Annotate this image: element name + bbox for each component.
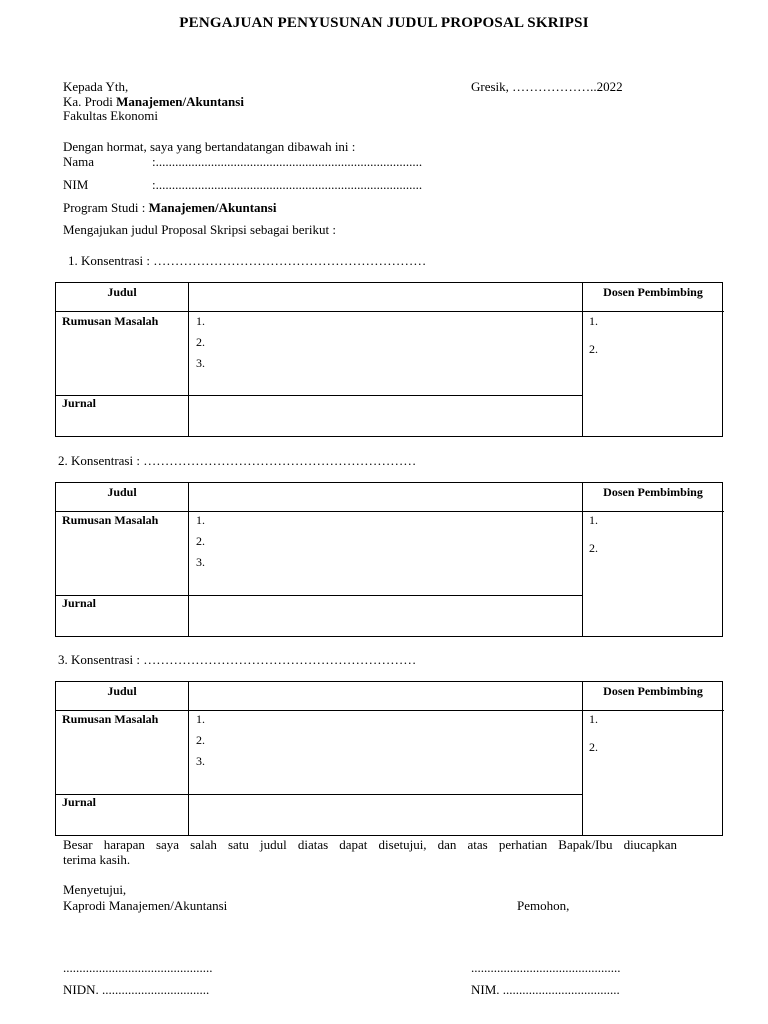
nim-signature-field[interactable]: NIM. ....................................	[471, 982, 620, 997]
rumusan-item-2[interactable]: 2.	[196, 733, 205, 747]
jurnal-field[interactable]	[189, 396, 581, 436]
request-line: Mengajukan judul Proposal Skripsi sebagai berikut :	[63, 222, 336, 237]
applicant-signature-line[interactable]: ..............................................	[471, 960, 621, 975]
rumusan-label: Rumusan Masalah	[62, 314, 159, 328]
jurnal-label: Jurnal	[62, 396, 97, 410]
rumusan-item-1[interactable]: 1.	[196, 712, 205, 726]
kaprodi-signature-line[interactable]: ..............................................	[63, 960, 213, 975]
applicant-label: Pemohon,	[517, 898, 570, 913]
concentration-title[interactable]: 2. Konsentrasi : ………………………………………………………	[58, 453, 417, 468]
rumusan-item-2[interactable]: 2.	[196, 534, 205, 548]
judul-field[interactable]	[189, 683, 581, 709]
jurnal-label: Jurnal	[62, 795, 97, 809]
recipient-faculty: Fakultas Ekonomi	[63, 108, 158, 123]
prodi-value: Manajemen/Akuntansi	[148, 200, 277, 215]
kaprodi-signatory: Kaprodi Manajemen/Akuntansi	[63, 898, 228, 913]
judul-header: Judul	[107, 285, 137, 299]
rumusan-item-1[interactable]: 1.	[196, 513, 205, 527]
rumusan-label: Rumusan Masalah	[62, 712, 159, 726]
closing-line-1: Besar harapan saya salah satu judul diatas dapat disetujui, dan atas perhatian Bapak/Ibu diucapkan	[63, 837, 677, 852]
place-date: Gresik, ………………..2022	[471, 79, 623, 94]
rumusan-item-3[interactable]: 3.	[196, 754, 205, 768]
judul-header: Judul	[107, 684, 137, 698]
nidn-field[interactable]: NIDN. .................................	[63, 982, 210, 997]
rumusan-item-3[interactable]: 3.	[196, 555, 205, 569]
proposal-table	[55, 282, 723, 437]
recipient-kaprodi	[63, 94, 244, 109]
concentration-block-1	[0, 253, 768, 482]
jurnal-field[interactable]	[189, 596, 581, 636]
proposal-table	[55, 681, 723, 836]
kaprodi-program: Manajemen/Akuntansi	[116, 94, 244, 109]
approval-label: Menyetujui,	[63, 882, 127, 897]
recipient-line: Kepada Yth,	[63, 79, 129, 94]
dosen-header: Dosen Pembimbing	[603, 285, 703, 299]
dosen-item-1[interactable]: 1.	[589, 712, 598, 726]
closing-line-2: terima kasih.	[63, 852, 131, 867]
dosen-item-1[interactable]: 1.	[589, 314, 598, 328]
rumusan-label: Rumusan Masalah	[62, 513, 159, 527]
dosen-header: Dosen Pembimbing	[603, 684, 703, 698]
dosen-item-2[interactable]: 2.	[589, 342, 598, 356]
program-studi	[63, 200, 276, 215]
proposal-table	[55, 482, 723, 637]
jurnal-field[interactable]	[189, 795, 581, 835]
greeting: Dengan hormat, saya yang bertandatangan dibawah ini :	[63, 139, 356, 154]
rumusan-item-2[interactable]: 2.	[196, 335, 205, 349]
nama-label: Nama	[63, 154, 95, 169]
page-title: PENGAJUAN PENYUSUNAN JUDUL PROPOSAL SKRIPSI	[179, 15, 589, 31]
dosen-item-1[interactable]: 1.	[589, 513, 598, 527]
kaprodi-prefix: Ka. Prodi	[63, 94, 113, 109]
dosen-header: Dosen Pembimbing	[603, 485, 703, 499]
rumusan-item-3[interactable]: 3.	[196, 356, 205, 370]
judul-field[interactable]	[189, 484, 581, 510]
dosen-item-2[interactable]: 2.	[589, 541, 598, 555]
nama-field[interactable]: :..................................................................................	[152, 154, 423, 169]
concentration-title[interactable]: 3. Konsentrasi : ………………………………………………………	[58, 652, 417, 667]
rumusan-item-1[interactable]: 1.	[196, 314, 205, 328]
jurnal-label: Jurnal	[62, 596, 97, 610]
nim-field[interactable]: :..................................................................................	[152, 177, 423, 192]
nim-label: NIM	[63, 177, 89, 192]
judul-header: Judul	[107, 485, 137, 499]
prodi-label: Program Studi :	[63, 200, 146, 215]
concentration-title[interactable]: 1. Konsentrasi : ………………………………………………………	[68, 253, 427, 268]
dosen-item-2[interactable]: 2.	[589, 740, 598, 754]
judul-field[interactable]	[189, 284, 581, 310]
